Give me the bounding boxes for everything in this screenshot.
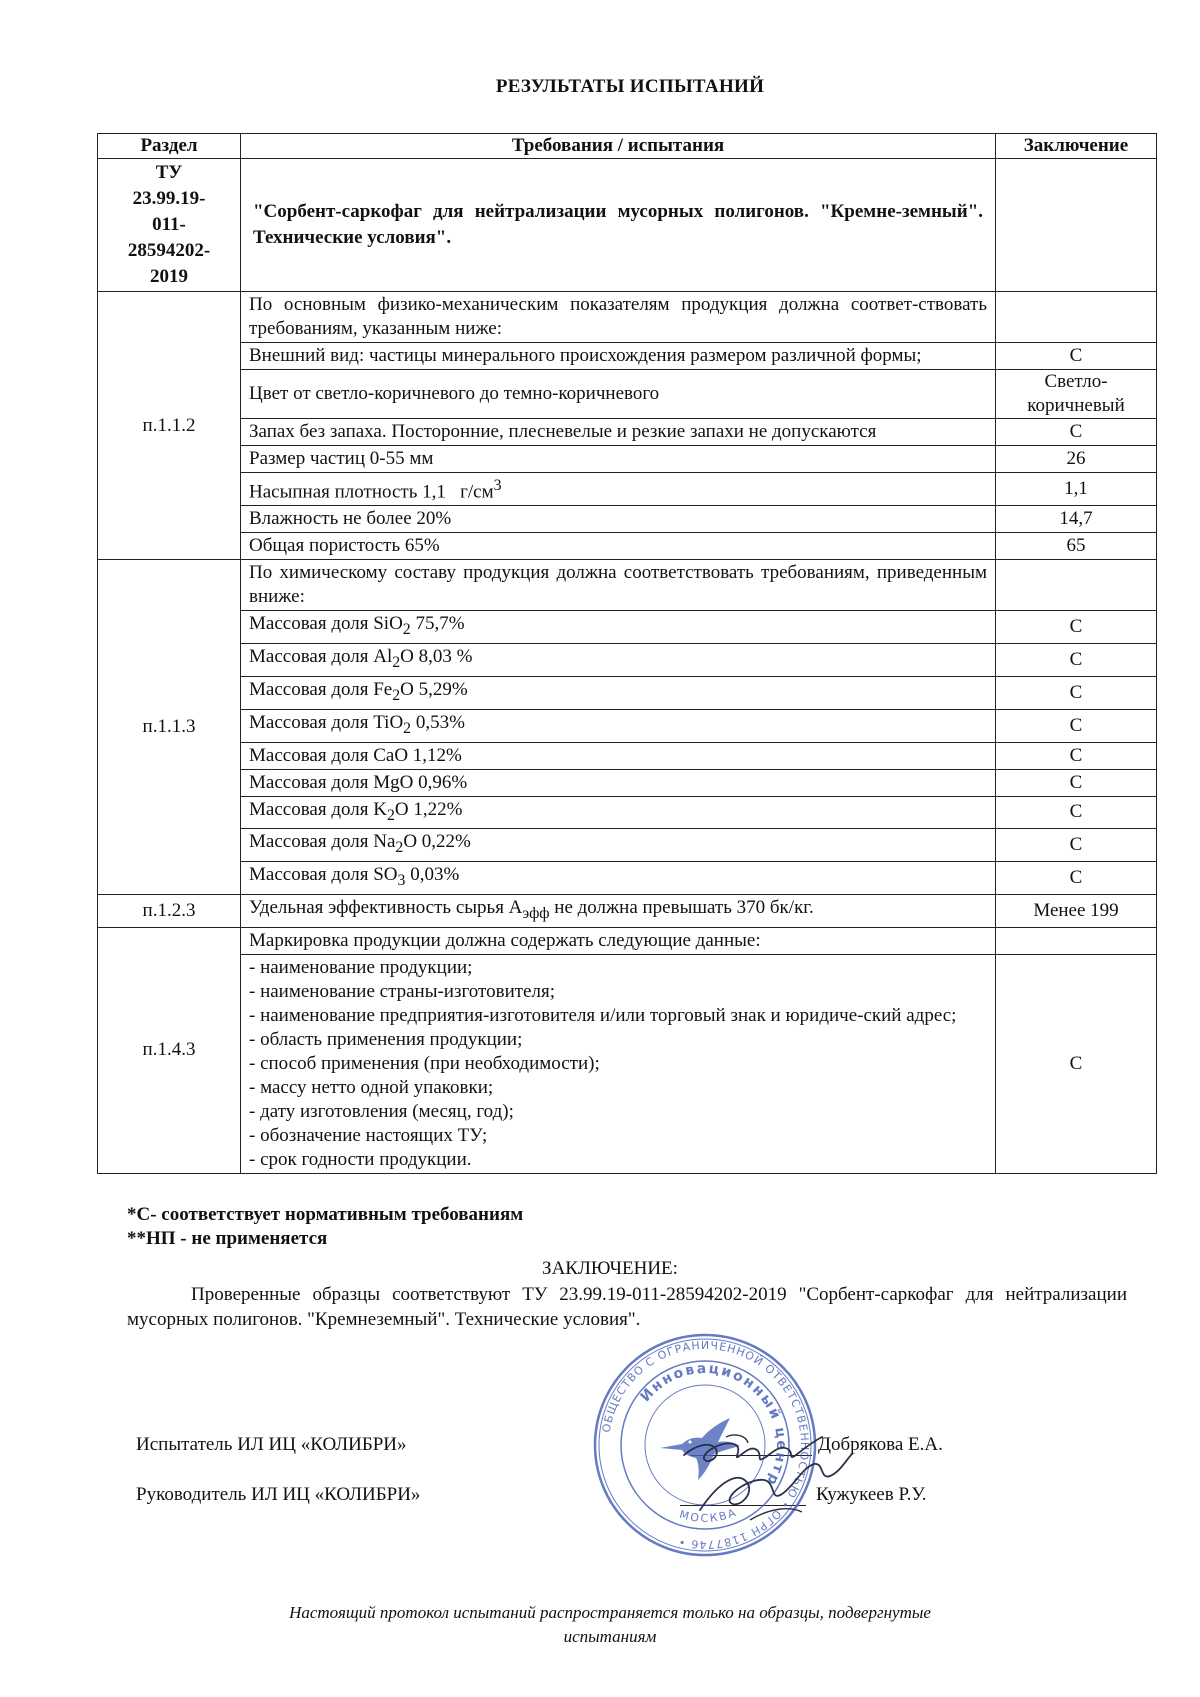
list-item: - дату изготовления (месяц, год); (249, 1100, 514, 1122)
requirement-text (241, 796, 996, 829)
result-cell: Светло-коричневый (996, 370, 1157, 419)
result-cell: С (996, 644, 1157, 677)
result-cell: С (996, 829, 1157, 862)
result-cell: 65 (996, 533, 1157, 560)
table-row-tu (98, 159, 1157, 292)
result-cell: С (996, 343, 1157, 370)
requirement-text: Цвет от светло-коричневого до темно-коричневого (241, 370, 996, 419)
formula-suffix: 0,03% (405, 864, 460, 886)
legend-notes (127, 1203, 523, 1251)
section-label: п.1.2.3 (98, 894, 241, 927)
list-item: - обозначение настоящих ТУ; (249, 1124, 488, 1146)
footer-line: Настоящий протокол испытаний распространяется только на образцы, подвергнутые (289, 1603, 931, 1622)
header-requirements: Требования / испытания (241, 134, 996, 159)
subscript: 2 (392, 686, 401, 704)
result-cell: С (996, 796, 1157, 829)
tu-line: 011- (152, 214, 186, 235)
table-row (98, 560, 1157, 611)
head-role: Руководитель ИЛ ИЦ «КОЛИБРИ» (136, 1484, 421, 1505)
table-row (98, 446, 1157, 473)
table-row (98, 829, 1157, 862)
list-item: - массу нетто одной упаковки; (249, 1076, 494, 1098)
requirement-text: Общая пористость 65% (241, 533, 996, 560)
result-cell: С (996, 742, 1157, 769)
section-label: п.1.4.3 (98, 927, 241, 1173)
result-cell (996, 927, 1157, 954)
requirement-text-tail: не должна превышать 370 бк/кг. (549, 896, 814, 918)
requirement-text (241, 742, 996, 769)
document-title: РЕЗУЛЬТАТЫ ИСПЫТАНИЙ (495, 76, 765, 97)
requirement-text (241, 894, 996, 927)
table-row (98, 709, 1157, 742)
result-cell: 1,1 (996, 473, 1157, 506)
tu-conclusion (996, 159, 1157, 292)
formula-prefix: Массовая доля SO (249, 864, 398, 886)
seal-bottom-text: МОСКВА (677, 1505, 740, 1525)
tu-section-cell (98, 159, 241, 292)
table-row (98, 370, 1157, 419)
formula-suffix: O 5,29% (400, 678, 468, 700)
requirement-text (241, 473, 996, 506)
list-item: - наименование страны-изготовителя; (249, 980, 555, 1002)
section-label: п.1.1.2 (98, 292, 241, 560)
result-cell: 14,7 (996, 506, 1157, 533)
tu-line: 2019 (150, 266, 188, 287)
tester-role: Испытатель ИЛ ИЦ «КОЛИБРИ» (136, 1434, 407, 1455)
table-row (98, 473, 1157, 506)
formula-prefix: Массовая доля MgO 0,96% (249, 771, 468, 793)
table-row (98, 862, 1157, 895)
conclusion-heading: ЗАКЛЮЧЕНИЕ: (542, 1258, 678, 1279)
table-row (98, 343, 1157, 370)
table-row (98, 533, 1157, 560)
header-section: Раздел (98, 134, 241, 159)
subscript: 3 (397, 871, 406, 889)
header-conclusion: Заключение (996, 134, 1157, 159)
formula-suffix: 75,7% (410, 613, 465, 635)
formula-suffix: O 0,22% (403, 831, 471, 853)
table-row (98, 894, 1157, 927)
table-row (98, 611, 1157, 644)
requirement-text (241, 676, 996, 709)
seal-outer-text: ОБЩЕСТВО С ОГРАНИЧЕННОЙ ОТВЕТСТВЕННОСТЬЮ • ОГРН 1187746 • (599, 1338, 812, 1552)
requirement-text: Размер частиц 0-55 мм (241, 446, 996, 473)
requirement-text: Запах без запаха. Посторонние, плесневелые и резкие запахи не допускаются (241, 419, 996, 446)
formula-prefix: Массовая доля Na (249, 831, 396, 853)
seal-inner-text: Инновационный центр (637, 1360, 790, 1490)
requirement-text (241, 829, 996, 862)
subscript: 2 (386, 806, 395, 824)
table-row (98, 506, 1157, 533)
formula-prefix: Массовая доля Al (249, 646, 393, 668)
result-cell: С (996, 862, 1157, 895)
table-row (98, 927, 1157, 954)
subscript: 2 (403, 719, 412, 737)
requirement-text (241, 644, 996, 677)
requirement-intro: По химическому составу продукция должна соответствовать требованиям, приведенным вниже: (241, 560, 996, 611)
requirement-text: Внешний вид: частицы минерального происхождения размером различной формы; (241, 343, 996, 370)
result-cell: 26 (996, 446, 1157, 473)
table-row (98, 769, 1157, 796)
table-row (98, 676, 1157, 709)
marking-list (241, 954, 996, 1173)
section-label: п.1.1.3 (98, 560, 241, 895)
note-not-applicable: **НП - не применяется (127, 1228, 328, 1249)
table-row (98, 796, 1157, 829)
footer-line: испытаниям (563, 1627, 657, 1646)
footer-disclaimer (0, 1601, 1200, 1649)
requirement-text (241, 862, 996, 895)
requirement-intro: Маркировка продукции должна содержать следующие данные: (241, 927, 996, 954)
result-cell: С (996, 954, 1157, 1173)
result-cell: Менее 199 (996, 894, 1157, 927)
result-cell: С (996, 611, 1157, 644)
table-row (98, 954, 1157, 1173)
subscript: эфф (522, 904, 550, 922)
head-name: Кужукеев Р.У. (816, 1484, 927, 1505)
formula-suffix: O 8,03 % (400, 646, 473, 668)
table-row (98, 644, 1157, 677)
tu-line: 28594202- (127, 240, 211, 261)
table-header-row (98, 134, 1157, 159)
subscript: 2 (395, 839, 404, 857)
subscript: 2 (402, 621, 411, 639)
conclusion-text: Проверенные образцы соответствуют ТУ 23.99.19-011-28594202-2019 "Сорбент-саркофаг для нейтрализации мусорных полигонов. "Кремнеземный". Технические условия". (127, 1284, 1127, 1330)
result-cell (996, 292, 1157, 343)
table-row (98, 419, 1157, 446)
formula-suffix: O 1,22% (394, 798, 463, 820)
list-item: - область применения продукции; (249, 1028, 523, 1050)
requirement-text (241, 611, 996, 644)
list-item: - наименование продукции; (249, 956, 473, 978)
formula-suffix: 0,53% (411, 711, 465, 733)
tu-title: "Сорбент-саркофаг для нейтрализации мусорных полигонов. "Кремне-земный". Технические условия". (241, 159, 996, 292)
tu-line: ТУ (155, 162, 183, 183)
subscript: 2 (392, 653, 401, 671)
note-conforms: *С- соответствует нормативным требованиям (127, 1204, 524, 1225)
requirement-text-main: Удельная эффективность сырья А (249, 896, 523, 918)
table-row (98, 292, 1157, 343)
list-item: - наименование предприятия-изготовителя и/или торговый знак и юридиче-ский адрес; (249, 1004, 957, 1026)
superscript: 3 (493, 477, 502, 494)
result-cell: С (996, 419, 1157, 446)
tu-line: 23.99.19- (132, 188, 206, 209)
result-cell (996, 560, 1157, 611)
result-cell: С (996, 676, 1157, 709)
tester-name: Добрякова Е.А. (818, 1434, 943, 1455)
formula-prefix: Массовая доля Fe (249, 678, 393, 700)
formula-prefix: Массовая доля SiO (249, 613, 403, 635)
signature-kuzhukeev (690, 1450, 860, 1540)
requirement-text-main: Насыпная плотность 1,1 г/см (249, 481, 494, 503)
requirement-text: Влажность не более 20% (241, 506, 996, 533)
formula-prefix: Массовая доля K (249, 798, 387, 820)
result-cell: С (996, 709, 1157, 742)
table-row (98, 742, 1157, 769)
requirement-text (241, 709, 996, 742)
requirement-intro: По основным физико-механическим показателям продукция должна соответ-ствовать требованиям, указанным ниже: (241, 292, 996, 343)
formula-prefix: Массовая доля TiO (249, 711, 404, 733)
list-item: - способ применения (при необходимости); (249, 1052, 600, 1074)
list-item: - срок годности продукции. (249, 1148, 472, 1170)
formula-prefix: Массовая доля CaO 1,12% (249, 744, 462, 766)
result-cell: С (996, 769, 1157, 796)
requirement-text (241, 769, 996, 796)
results-table (97, 133, 1157, 1174)
